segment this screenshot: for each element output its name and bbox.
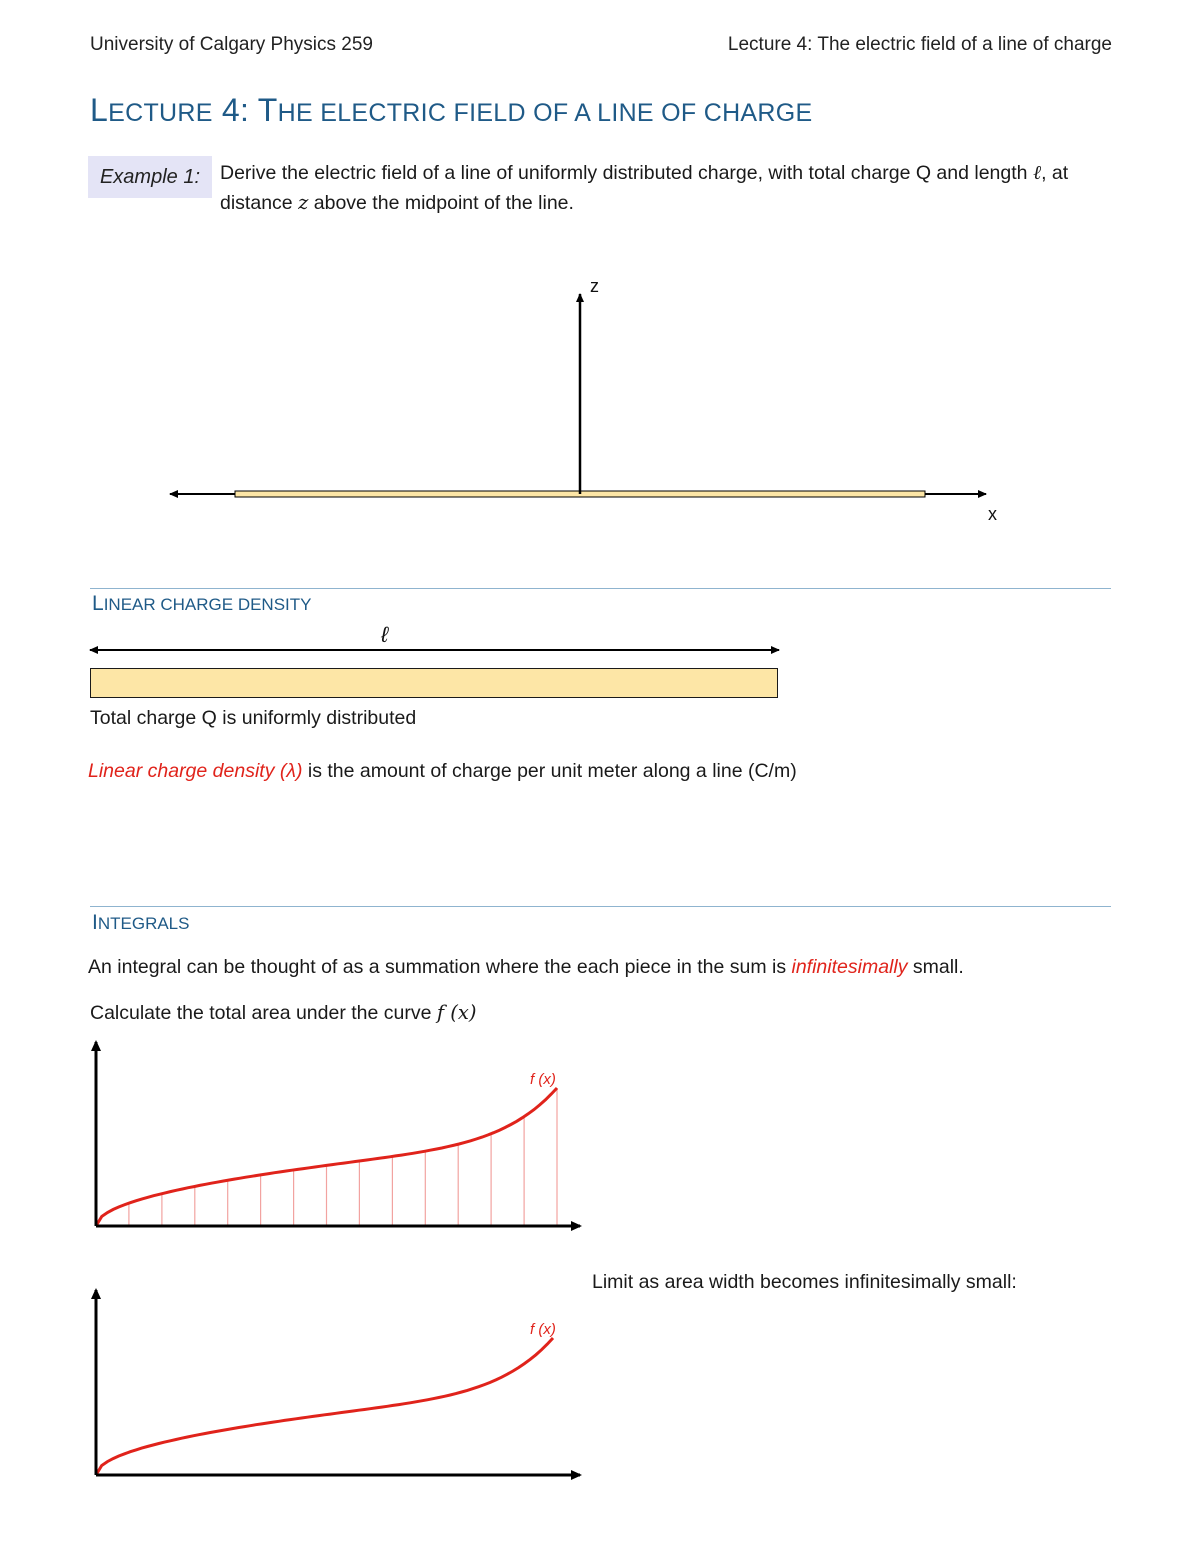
density-term: Linear charge density (λ) [88,760,303,782]
riemann-strips [129,1088,557,1226]
integral-def-red: infinitesimally [791,956,908,978]
integral-def-2: small. [907,956,964,978]
header-lecture: Lecture 4: The electric field of a line of charge [727,34,1112,55]
fx-curve-limit [96,1338,553,1475]
example-text-2: , at distance [220,162,1069,214]
section-linear-cap: L [92,592,104,615]
section-heading-integrals [92,911,189,935]
riemann-graph [0,1030,620,1240]
density-rest: is the amount of charge per unit meter along a line (C/m) [302,760,797,782]
density-definition [88,760,797,783]
section-linear-rest: INEAR CHARGE DENSITY [103,595,312,614]
area-instruction-text: Calculate the total area under the curve [90,1002,437,1024]
z-axis-label: z [590,276,599,296]
header-course: University of Calgary Physics 259 [90,34,373,55]
example-ell: ℓ [1032,161,1042,184]
x-axis-label: x [988,504,997,524]
limit-text: Limit as area width becomes infinitesimally small: [592,1271,1017,1293]
area-instruction [90,1001,477,1025]
title-rest1: ECTURE [108,99,213,127]
example-badge: Example 1: [88,156,212,198]
total-charge-text: Total charge Q is uniformly distributed [90,707,417,729]
line-charge-diagram [0,0,1200,560]
example-text-1: Derive the electric field of a line of uniformly distributed charge, with total charge Q and length [220,162,1033,184]
graph1-fx-label: f (x) [530,1071,556,1088]
integral-def-1: An integral can be thought of as a summation where the each piece in the sum is [88,956,792,978]
title-num: 4: [212,92,258,128]
charge-bar [90,668,778,698]
example-z: z [298,191,309,214]
length-label: ℓ [381,622,389,647]
length-arrow [0,620,800,665]
section-divider-integrals [90,906,1111,907]
title-cap2: T [257,92,278,128]
section-integrals-rest: NTEGRALS [97,914,190,933]
example-text-3: above the midpoint of the line. [308,192,574,214]
area-instruction-fx: f (x) [436,1001,477,1024]
section-integrals-cap: I [92,911,98,934]
section-divider-linear [90,588,1111,589]
integral-definition [88,956,964,979]
title-rest2: HE ELECTRIC FIELD OF A LINE OF CHARGE [277,99,813,127]
title-cap1: L [90,92,109,128]
limit-graph [0,1280,620,1490]
graph2-fx-label: f (x) [530,1321,556,1338]
section-heading-linear [92,592,312,616]
